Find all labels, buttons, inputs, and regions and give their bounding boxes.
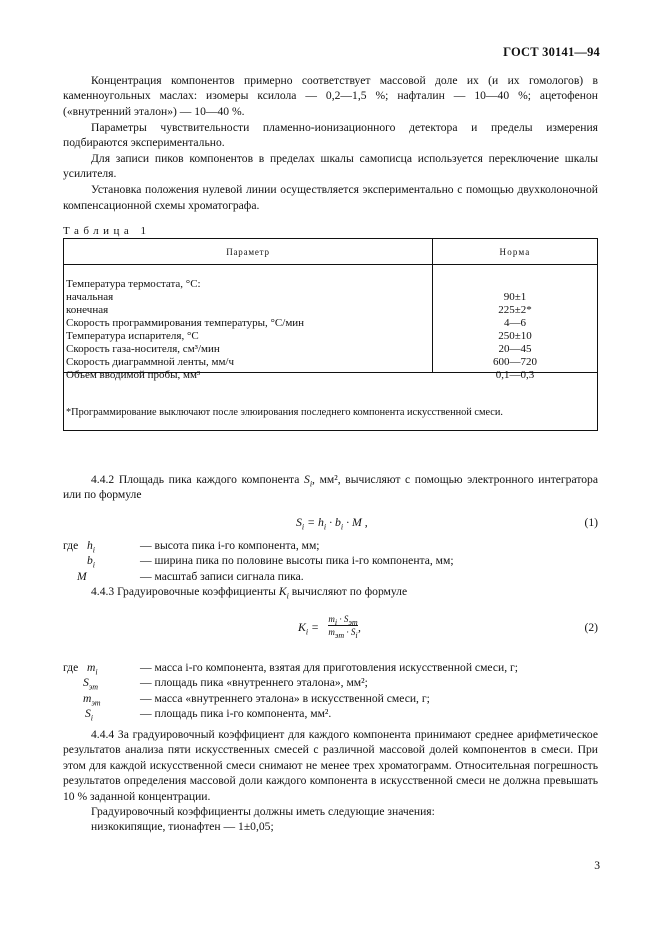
cell-norm: 600—720 bbox=[493, 356, 537, 368]
cell-parameter: Скорость газа-носителя, см³/мин bbox=[66, 343, 220, 355]
section-text: 4.4.4 За градуировочный коэффициент для каждого компонента принимают среднее арифметическое результатов анализа пяти искусственных смесей с различной массовой долей компонентов в смеси. При этом для каждой искусственной смеси снимают не менее трех хроматограмм. Относительная погрешность результатов определения массовой доли каждого компонента в искусственной смеси не должна превышать 10 % заданной концентрации. bbox=[63, 728, 598, 803]
parameters-table bbox=[63, 238, 598, 431]
cell-parameter: начальная bbox=[66, 291, 114, 303]
cell-parameter: Скорость программирования температуры, °C/мин bbox=[66, 317, 305, 329]
table-row bbox=[64, 369, 597, 382]
table-footnote: *Программирование выключают после элюирования последнего компонента искусственной смеси. bbox=[66, 407, 503, 418]
table-body bbox=[64, 278, 597, 382]
definition-item: $S_i$ — площадь пика i-го компонента, мм². bbox=[85, 707, 332, 723]
symbol-s-i: $S_i$ bbox=[304, 473, 313, 489]
definition-item: $b_i$ — ширина пика по половине высоты пика i-го компонента, мм; bbox=[87, 554, 454, 570]
cell-norm: 250±10 bbox=[498, 330, 532, 342]
section-4-4-4 bbox=[63, 727, 598, 835]
cell-parameter: Температура испарителя, °C bbox=[66, 330, 199, 342]
standard-code: ГОСТ 30141—94 bbox=[503, 45, 600, 59]
cell-parameter: конечная bbox=[66, 304, 109, 316]
equation-number: (2) bbox=[584, 621, 598, 634]
paragraph: низкокипящие, тионафтен — 1±0,05; bbox=[91, 820, 274, 834]
symbol-k-i: $K_i$ bbox=[278, 585, 289, 601]
table-row bbox=[64, 356, 597, 369]
paragraph: Градуировочный коэффициенты должны иметь следующие значения: bbox=[91, 805, 435, 819]
paragraph: Для записи пиков компонентов в пределах шкалы самописца используется переключение шкалы усилителя. bbox=[63, 152, 598, 181]
cell-parameter: Скорость диаграммной ленты, мм/ч bbox=[66, 356, 235, 368]
table-caption: Таблица 1 bbox=[63, 225, 151, 237]
formula-area: $S_i = h_i \cdot b_i \cdot M$ , bbox=[296, 515, 368, 532]
table-row bbox=[64, 330, 597, 343]
column-header-parameter: Параметр bbox=[226, 247, 270, 257]
footnote-divider bbox=[64, 372, 597, 373]
cell-norm: 225±2* bbox=[498, 304, 532, 316]
document-page: ГОСТ 30141—94 Концентрация компонентов примерно соответствует массовой доле их (и их гомологов) в каменноугольных маслах: изомеры ксилола — 0,2—1,5 %; нафталин — 10—40 %; ацетофенон («внутренний эталон») — 10—40 %. Параметры чувствительности пламенно-ионизационного детектора и пределы измерения подбираются экспериментально. Для записи пиков компонентов в пределах шкалы самописца используется переключение шкалы усилителя. Установка положения нулевой линии осуществляется экспериментально с помощью двухколоночной компенсационной схемы хроматографа. Таблица 1 Параметр Норма Температура термостата, °C: начальная 90±1 конечная 225±2* Скорость программирования температуры, °C/мин 4—6 Температура испарителя, °C 250±10 Скорость газа-носителя, см³/мин 20—45 Скорость диаграммной ленты, мм/ч 600—720 Объем вводимой пробы, мм³ 0,1—0,3 *Программирование выключают после элюирования последнего компонента искусственной смеси. 4.4.2 Площадь пика каждого компонента $S_i$, мм², вычисляют с помощью электронного интегратора или по формуле $S_i = h_i \cdot b_i \cdot M$ , (1) где $h_i$ — высота пика i-го компонента, мм; $b_i$ — ширина пика по половине высоты пика i-го компонента, мм; M — масштаб записи сигнала пика. 4.4.3 Градуировочные коэффициенты $K_i$ вычисляют по формуле $K_i$ = $m_i \cdot S_{эт}$ $m_{эт} \cdot S_i$ , (2) где $m_i$ — масса i-го компонента, взятая для приготовления искусственной смеси, г; $S_{эт}$ — площадь пика «внутреннего эталона», мм²; $m_{эт}$ — масса «внутреннего эталона» в искусственной смеси, г; $S_i$ — площадь пика i-го компонента, мм². 4.4.4 За градуировочный коэффициент для каждого компонента принимают среднее арифметическое результатов анализа пяти искусственных смесей с различной массовой долей компонентов в смеси. При этом для каждой искусственной смеси снимают не менее трех хроматограмм. Относительная погрешность результатов определения массовой доли каждого компонента в искусственной смеси не должна превышать 10 % заданной концентрации. Градуировочный коэффициенты должны иметь следующие значения: низкокипящие, тионафтен — 1±0,05; 3 bbox=[0, 0, 661, 936]
page-number: 3 bbox=[594, 859, 600, 872]
intro-text bbox=[63, 73, 598, 214]
column-header-norm: Норма bbox=[499, 247, 531, 257]
paragraph: Установка положения нулевой линии осуществляется экспериментально с помощью двухколоночной компенсационной схемы хроматографа. bbox=[63, 183, 598, 212]
paragraph: Параметры чувствительности пламенно-ионизационного детектора и пределы измерения подбираются экспериментально. bbox=[63, 120, 598, 150]
formula-calibration: $K_i$ = bbox=[298, 620, 320, 637]
formula-fraction: $m_i \cdot S_{эт}$ $m_{эт} \cdot S_i$ bbox=[328, 614, 358, 640]
table-row bbox=[64, 317, 597, 330]
section-number: 4.4.3 bbox=[91, 585, 115, 598]
equation-number: (1) bbox=[584, 516, 598, 529]
table-row bbox=[64, 291, 597, 304]
definition-item: $S_{эт}$ — площадь пика «внутреннего эталона», мм²; bbox=[83, 676, 368, 692]
definitions-formula-1 bbox=[63, 538, 603, 584]
table-row bbox=[64, 278, 597, 291]
definition-item: $m_{эт}$ — масса «внутреннего эталона» в искусственной смеси, г; bbox=[83, 691, 430, 708]
section-text: 4.4.3 Градуировочные коэффициенты $K_i$ вычисляют по формуле bbox=[91, 585, 408, 601]
definition-item: M — масштаб записи сигнала пика. bbox=[77, 569, 304, 583]
cell-norm: 4—6 bbox=[504, 317, 526, 329]
cell-norm: 0,1—0,3 bbox=[495, 369, 535, 381]
cell-parameter: Объем вводимой пробы, мм³ bbox=[66, 369, 201, 381]
section-4-4-2 bbox=[63, 472, 598, 503]
cell-norm: 90±1 bbox=[503, 291, 527, 303]
section-text: 4.4.2 Площадь пика каждого компонента $S_i$, мм², вычисляют с помощью электронного интегратора или по формуле bbox=[63, 473, 598, 502]
table-row bbox=[64, 343, 597, 356]
definitions-formula-2 bbox=[63, 660, 603, 722]
paragraph: Концентрация компонентов примерно соответствует массовой доле их (и их гомологов) в каменноугольных маслах: изомеры ксилола — 0,2—1,5 %; нафталин — 10—40 %; ацетофенон («внутренний эталон») — 10—40 %. bbox=[63, 74, 598, 118]
section-number: 4.4.2 bbox=[91, 473, 115, 486]
cell-norm: 20—45 bbox=[498, 343, 532, 355]
section-4-4-3 bbox=[63, 584, 598, 599]
definition-item: где $h_i$ — высота пика i-го компонента, мм; bbox=[63, 539, 320, 555]
table-row bbox=[64, 304, 597, 317]
definition-item: где $m_i$ — масса i-го компонента, взятая для приготовления искусственной смеси, г; bbox=[63, 661, 518, 677]
cell-parameter: Температура термостата, °C: bbox=[66, 278, 201, 290]
